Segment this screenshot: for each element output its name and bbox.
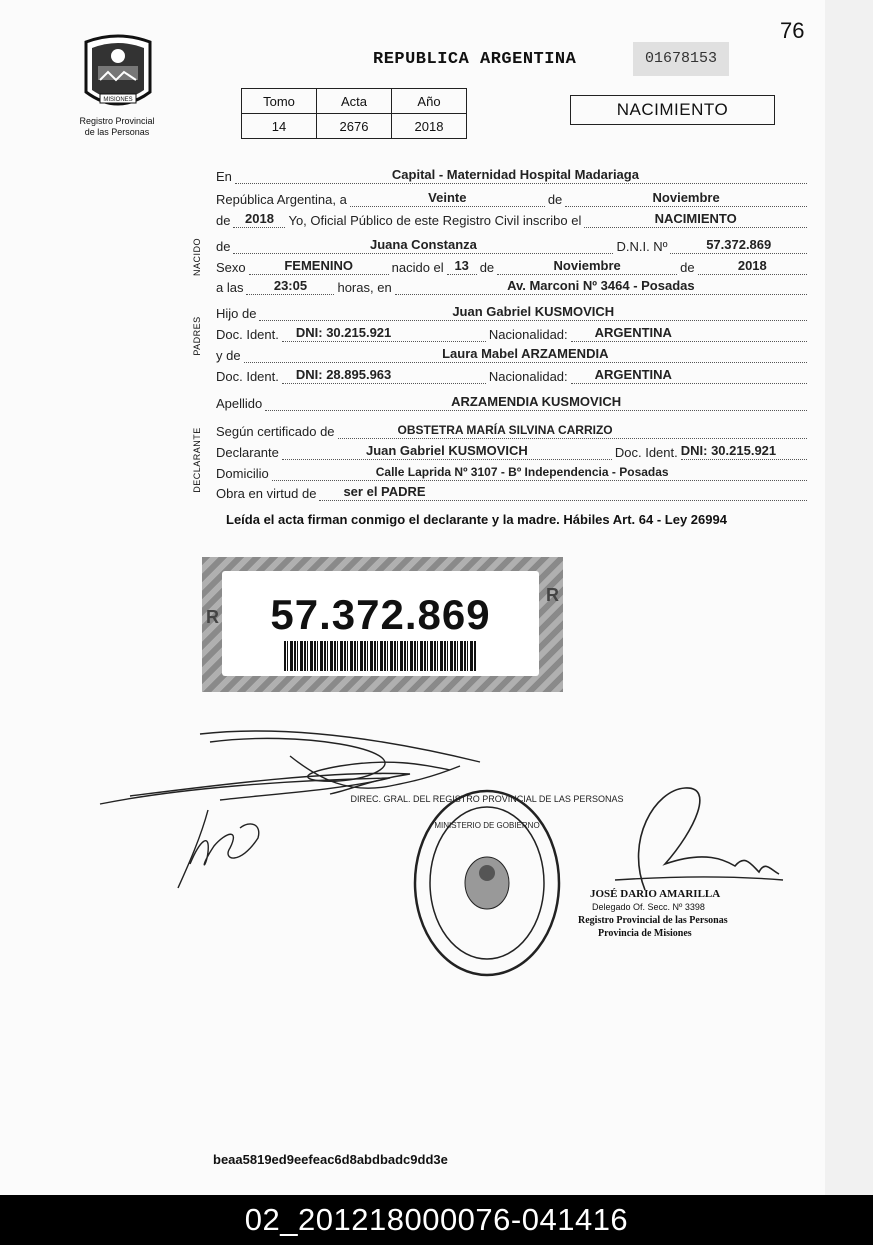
value-declarante: Juan Gabriel KUSMOVICH xyxy=(365,443,528,458)
label-de-4: de xyxy=(479,260,495,275)
value-domicilio-nac: Av. Marconi Nº 3464 - Posadas xyxy=(507,278,695,293)
section-label-declarante: DECLARANTE xyxy=(192,427,202,493)
value-obra-en-virtud: ser el PADRE xyxy=(343,484,426,499)
row-fecha xyxy=(216,189,810,207)
row-nombre xyxy=(216,236,810,254)
tomo-value: 14 xyxy=(242,114,317,139)
label-de-1: de xyxy=(547,192,563,207)
value-mes-nac: Noviembre xyxy=(553,258,621,273)
label-yo-oficial: Yo, Oficial Público de este Registro Civil inscribo el xyxy=(288,213,582,228)
value-acto: NACIMIENTO xyxy=(654,211,737,226)
label-segun-certificado: Según certificado de xyxy=(216,424,335,439)
official-signature-block xyxy=(578,888,728,940)
label-domicilio: Domicilio xyxy=(216,466,269,481)
closing-statement: Leída el acta firman conmigo el declarante y la madre. Hábiles Art. 64 - Ley 26994 xyxy=(226,512,727,527)
dni-sticker xyxy=(202,557,563,692)
stamp-text: DIREC. GRAL. DEL REGISTRO PROVINCIAL DE LAS PERSONAS xyxy=(350,794,624,804)
row-madre-doc xyxy=(216,366,810,384)
value-anio-nac: 2018 xyxy=(737,258,767,273)
value-anio: 2018 xyxy=(245,211,274,226)
row-y-de xyxy=(216,345,810,363)
document-title: REPUBLICA ARGENTINA xyxy=(373,50,577,69)
label-obra-en-virtud: Obra en virtud de xyxy=(216,486,317,501)
row-obra xyxy=(216,483,810,501)
acta-value: 2676 xyxy=(317,114,392,139)
value-lugar: Capital - Maternidad Hospital Madariaga xyxy=(391,167,639,182)
label-y-de: y de xyxy=(216,348,241,363)
barcode xyxy=(284,641,476,671)
label-apellido: Apellido xyxy=(216,396,263,411)
row-sexo xyxy=(216,257,810,275)
value-certificado: OBSTETRA MARÍA SILVINA CARRIZO xyxy=(397,423,613,437)
label-sexo: Sexo xyxy=(216,260,246,275)
row-declarante xyxy=(216,442,810,460)
document-hash: beaa5819ed9eefeac6d8abdbadc9dd3e xyxy=(213,1152,448,1167)
label-de-3: de xyxy=(216,239,231,254)
value-mes-texto: Noviembre xyxy=(652,190,720,205)
official-province: Provincia de Misiones xyxy=(598,928,692,939)
row-en xyxy=(216,166,810,184)
value-hora: 23:05 xyxy=(273,278,308,293)
label-republica: República Argentina, a xyxy=(216,192,347,207)
sticker-letter-right: R xyxy=(546,585,559,605)
label-hijo-de: Hijo de xyxy=(216,306,257,321)
value-madre-nacionalidad: ARGENTINA xyxy=(594,367,672,382)
label-doc-ident-1: Doc. Ident. xyxy=(216,327,279,342)
value-padre: Juan Gabriel KUSMOVICH xyxy=(452,304,615,319)
value-nombre: Juana Constanza xyxy=(370,237,477,252)
label-a-las: a las xyxy=(216,280,244,295)
page-number: 76 xyxy=(780,18,805,43)
serial-number: 01678153 xyxy=(633,42,729,76)
document-id-footer: 02_201218000076-041416 xyxy=(0,1195,873,1245)
province-emblem-logo xyxy=(78,32,158,114)
anio-header: Año xyxy=(392,89,467,114)
label-doc-ident-3: Doc. Ident. xyxy=(614,445,678,460)
row-hora xyxy=(216,277,810,295)
value-declarante-dni: DNI: 30.215.921 xyxy=(680,443,777,458)
anio-value: 2018 xyxy=(392,114,467,139)
row-apellido xyxy=(216,393,810,411)
value-padre-dni: DNI: 30.215.921 xyxy=(295,325,392,340)
label-nacionalidad-2: Nacionalidad: xyxy=(488,369,568,384)
value-dia-texto: Veinte xyxy=(428,190,467,205)
official-name: JOSÉ DARIO AMARILLA xyxy=(590,888,721,900)
value-madre-dni: DNI: 28.895.963 xyxy=(295,367,392,382)
row-padre-doc xyxy=(216,324,810,342)
sticker-letter-left: R xyxy=(206,607,219,627)
row-certificado xyxy=(216,421,810,439)
official-signature xyxy=(555,780,785,900)
svg-text:MISIONES: MISIONES xyxy=(103,97,133,103)
value-padre-nacionalidad: ARGENTINA xyxy=(594,325,672,340)
row-domicilio xyxy=(216,463,810,481)
sticker-label xyxy=(222,571,539,676)
label-horas-en: horas, en xyxy=(337,280,392,295)
value-madre: Laura Mabel ARZAMENDIA xyxy=(442,346,609,361)
label-dni-nro: D.N.I. Nº xyxy=(616,239,668,254)
sticker-number: 57.372.869 xyxy=(270,591,491,638)
tomo-header: Tomo xyxy=(242,89,317,114)
label-de-5: de xyxy=(680,260,695,275)
row-hijo-de xyxy=(216,303,810,321)
label-en: En xyxy=(216,169,232,184)
acta-header: Acta xyxy=(317,89,392,114)
mother-signature xyxy=(178,810,259,888)
official-role: Delegado Of. Secc. Nº 3398 xyxy=(592,902,705,912)
label-nacido-el: nacido el xyxy=(391,260,444,275)
act-type-box: NACIMIENTO xyxy=(570,95,775,125)
value-apellido: ARZAMENDIA KUSMOVICH xyxy=(451,394,622,409)
value-dni: 57.372.869 xyxy=(706,237,772,252)
section-label-nacido: NACIDO xyxy=(192,238,202,277)
logo-caption: Registro Provincial de las Personas xyxy=(79,116,155,137)
official-office: Registro Provincial de las Personas xyxy=(578,915,728,926)
label-nacionalidad-1: Nacionalidad: xyxy=(488,327,568,342)
page-edge-shadow xyxy=(825,0,873,1195)
value-domicilio-declarante: Calle Laprida Nº 3107 - Bº Independencia - Posadas xyxy=(375,465,669,479)
section-label-padres: PADRES xyxy=(192,316,202,356)
value-dia-nac: 13 xyxy=(454,258,469,273)
label-doc-ident-2: Doc. Ident. xyxy=(216,369,279,384)
label-declarante: Declarante xyxy=(216,445,279,460)
registry-table xyxy=(241,88,467,139)
row-inscribo xyxy=(216,210,810,228)
value-sexo: FEMENINO xyxy=(284,258,353,273)
stamp-inner-text: MINISTERIO DE GOBIERNO xyxy=(434,821,540,830)
official-stamp xyxy=(350,788,624,978)
label-de-2: de xyxy=(216,213,231,228)
